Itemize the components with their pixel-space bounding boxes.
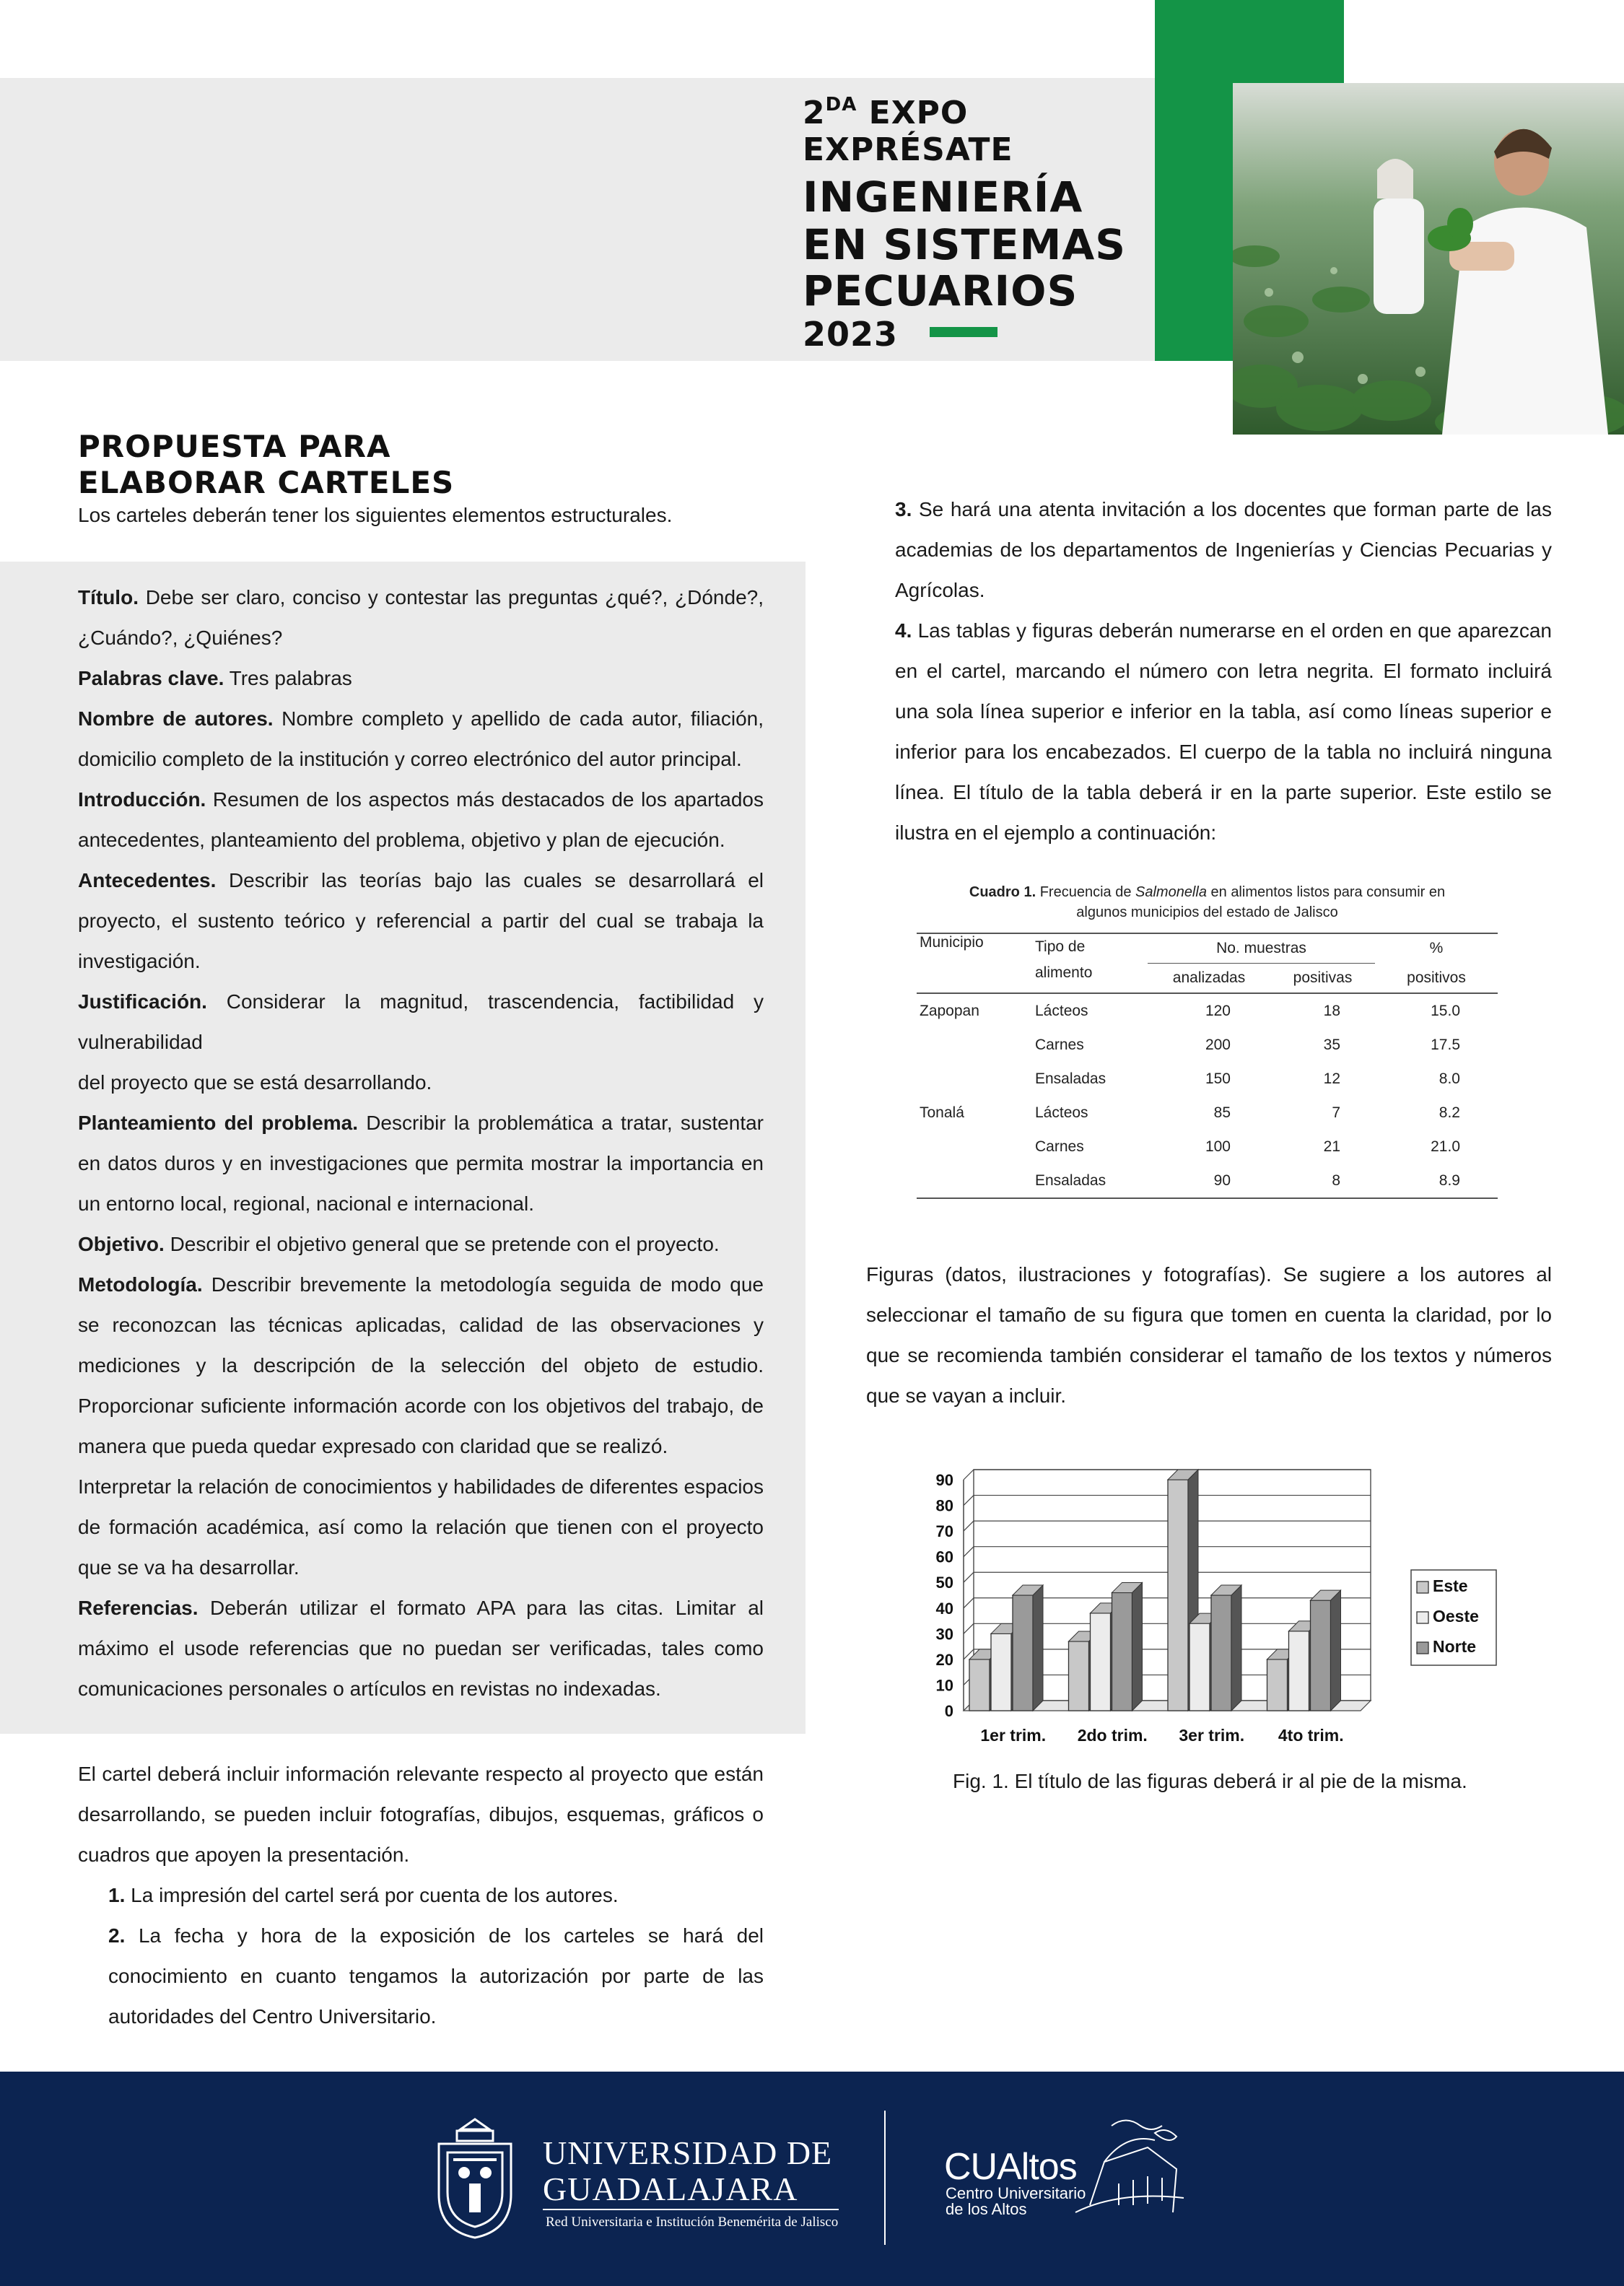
- table-cell-positivas: 8: [1332, 1172, 1340, 1189]
- udg-name-line-1: UNIVERSIDAD DE: [543, 2134, 833, 2171]
- chart-gridline-diagonal: [964, 1521, 974, 1531]
- list-item-3: [895, 489, 1552, 611]
- element-item: [78, 1224, 764, 1265]
- chart-gridline-diagonal: [964, 1470, 974, 1480]
- element-term: Palabras clave.: [78, 667, 224, 689]
- col-header-positivas: positivas: [1293, 969, 1353, 986]
- list-item-2: [78, 1916, 764, 2037]
- element-term: Metodología.: [78, 1273, 203, 1296]
- table-row: [917, 1062, 1498, 1096]
- footer: [0, 2072, 1624, 2286]
- chart-bar-side: [1331, 1590, 1341, 1711]
- bar-chart: [913, 1465, 1501, 1754]
- list-item-4-number: 4.: [895, 619, 912, 642]
- chart-y-tick-label: 10: [935, 1676, 953, 1695]
- table-cell-tipo: Carnes: [1035, 1138, 1084, 1155]
- table-cell-positivas: 12: [1323, 1070, 1340, 1087]
- table-cell-analizadas: 120: [1205, 1002, 1231, 1019]
- chart-gridline-diagonal: [964, 1598, 974, 1608]
- table-cell-positivas: 18: [1323, 1002, 1340, 1019]
- chart-y-tick-label: 90: [935, 1471, 953, 1489]
- header-photo-greenhouse-scientists: [1233, 83, 1624, 435]
- list-item-4: [895, 611, 1552, 853]
- element-item: [78, 1265, 764, 1467]
- chart-bar: [1112, 1592, 1132, 1711]
- chart-legend-swatch: [1417, 1642, 1428, 1654]
- footer-divider: [884, 2111, 886, 2245]
- table-caption: Cuadro 1. Frecuencia de Salmonella en alimentos listos para consumir en algunos municipios del estado de Jalisco: [969, 884, 1446, 920]
- table-cell-positivas: 21: [1323, 1138, 1340, 1155]
- element-item: [78, 1467, 764, 1588]
- table-row: [917, 1096, 1498, 1130]
- list-item-1: [78, 1875, 764, 1916]
- table-cell-tipo: Lácteos: [1035, 1104, 1088, 1121]
- chart-bar: [1189, 1623, 1210, 1711]
- chart-bar: [1211, 1595, 1231, 1711]
- table-cell-pct: 8.2: [1439, 1104, 1460, 1121]
- header-year: 2023: [803, 315, 899, 354]
- col-header-muestras: No. muestras: [1148, 933, 1375, 964]
- chart-legend-swatch: [1417, 1582, 1428, 1593]
- section-title-line-1: PROPUESTA PARA: [78, 429, 391, 464]
- body-intro: El cartel deberá incluir información relevante respecto al proyecto que están desarrollando, se pueden incluir fotografías, dibujos, esquemas, gráficos o cuadros que apoyen la presentación.: [78, 1763, 764, 1866]
- table-cell-pct: 15.0: [1431, 1002, 1460, 1019]
- element-term: Referencias.: [78, 1597, 198, 1619]
- element-item: [78, 1588, 764, 1709]
- list-item-3-number: 3.: [895, 498, 912, 520]
- chart-y-tick-label: 30: [935, 1625, 953, 1644]
- element-term: Antecedentes.: [78, 869, 217, 891]
- element-text: Describir brevemente la metodología seguida de modo que se reconozcan las técnicas aplicadas, calidad de las observaciones y mediciones y la descripción de la selección del objeto de estudio. Proporcionar suficiente información acorde con los objetivos del trabajo, de manera que pueda quedar expresado con claridad que se realizó.: [78, 1273, 764, 1457]
- table-cell-pct: 8.9: [1439, 1172, 1460, 1189]
- table-row: [917, 993, 1498, 1028]
- element-item: [78, 1063, 764, 1103]
- element-text: Describir el objetivo general que se pretende con el proyecto.: [164, 1233, 720, 1255]
- table-cell-municipio: Tonalá: [920, 1104, 964, 1121]
- chart-gridline-diagonal: [964, 1623, 974, 1633]
- table-row: [917, 1028, 1498, 1062]
- intro-text: Los carteles deberán tener los siguientes elementos estructurales.: [78, 504, 673, 526]
- chart-bar: [1168, 1480, 1188, 1711]
- chart-bar: [991, 1633, 1011, 1711]
- element-term: Nombre de autores.: [78, 707, 274, 730]
- chart-legend-swatch: [1417, 1612, 1428, 1623]
- element-text: Describir la problemática a tratar, sustentar en datos duros y en investigaciones que permita mostrar la importancia en un entorno local, regional, nacional e internacional.: [78, 1112, 764, 1215]
- element-text: del proyecto que se está desarrollando.: [78, 1071, 432, 1094]
- udg-seal-logo: [424, 2115, 525, 2243]
- element-text: Debe ser claro, conciso y contestar las preguntas ¿qué?, ¿Dónde?, ¿Cuándo?, ¿Quiénes?: [78, 586, 764, 649]
- table-cell-analizadas: 200: [1205, 1036, 1231, 1053]
- table-cell-tipo: Lácteos: [1035, 1002, 1088, 1019]
- table-cell-municipio: [917, 1164, 1032, 1198]
- element-item: [78, 1103, 764, 1224]
- chart-y-tick-label: 40: [935, 1599, 953, 1618]
- chart-y-tick-label: 80: [935, 1496, 953, 1515]
- chart-gridline-diagonal: [964, 1572, 974, 1582]
- header-title-ingenieria: INGENIERÍA: [803, 173, 1083, 222]
- chart-gridline-diagonal: [964, 1496, 974, 1506]
- chart-bar: [1069, 1641, 1089, 1711]
- chart-y-tick-label: 50: [935, 1574, 953, 1592]
- chart-bar: [1289, 1631, 1309, 1711]
- element-item: [78, 860, 764, 982]
- chart-bar-side: [1231, 1585, 1241, 1711]
- element-item: [78, 658, 764, 699]
- cualtos-building-illustration: [1068, 2111, 1191, 2227]
- chart-bar: [1311, 1600, 1331, 1711]
- element-text: Nombre completo y apellido de cada autor, filiación, domicilio completo de la institución y correo electrónico del autor principal.: [78, 707, 764, 770]
- chart-x-tick-label: 4to trim.: [1278, 1726, 1344, 1745]
- header-title-expresate: EXPRÉSATE: [803, 131, 1013, 168]
- col-header-tipo: Tipo de alimento: [1035, 938, 1093, 981]
- list-item-2-number: 2.: [108, 1924, 126, 1947]
- list-item-2-text: La fecha y hora de la exposición de los carteles se hará del conocimiento en cuanto tengamos la autorización por parte de las autoridades del Centro Universitario.: [108, 1924, 764, 2028]
- table-cell-analizadas: 150: [1205, 1070, 1231, 1087]
- element-item: [78, 699, 764, 780]
- col-header-analizadas: analizadas: [1172, 969, 1246, 986]
- table-cell-analizadas: 100: [1205, 1138, 1231, 1155]
- chart-bar-side: [1033, 1585, 1043, 1711]
- elements-list: [78, 577, 764, 1709]
- header-title-pecuarios: PECUARIOS: [803, 266, 1078, 315]
- cualtos-sub-line-2: de los Altos: [946, 2200, 1027, 2218]
- element-term: Título.: [78, 586, 139, 608]
- chart-x-tick-label: 2do trim.: [1077, 1726, 1148, 1745]
- element-item: [78, 982, 764, 1063]
- element-text: Considerar la magnitud, trascendencia, factibilidad y vulnerabilidad: [78, 990, 764, 1053]
- element-text: Deberán utilizar el formato APA para las citas. Limitar al máximo el usode referencias que no puedan ser verificadas, tales como comunicaciones personales o artículos en revistas no indexadas.: [78, 1597, 764, 1700]
- chart-bar-side: [1132, 1582, 1143, 1711]
- header-title-expo: $2^{DA}$ EXPO: [803, 94, 969, 131]
- chart-gridline-diagonal: [964, 1547, 974, 1557]
- header-title-sistemas: EN SISTEMAS: [803, 220, 1127, 269]
- table-row: [917, 1164, 1498, 1198]
- list-item-1-text: La impresión del cartel será por cuenta de los autores.: [125, 1884, 619, 1906]
- right-column: [895, 489, 1552, 853]
- table-cell-analizadas: 85: [1213, 1104, 1231, 1121]
- body-left: [78, 1754, 764, 2037]
- table-cell-pct: 21.0: [1431, 1138, 1460, 1155]
- chart-legend-label: Oeste: [1433, 1607, 1479, 1626]
- chart-legend-label: Norte: [1433, 1637, 1477, 1656]
- table-cell-pct: 17.5: [1431, 1036, 1460, 1053]
- header-accent-bar: [930, 327, 997, 337]
- table-cell-analizadas: 90: [1213, 1172, 1231, 1189]
- chart-y-tick-label: 60: [935, 1548, 953, 1566]
- udg-rule: [543, 2209, 839, 2210]
- chart-legend-label: Este: [1433, 1576, 1468, 1595]
- table: [917, 933, 1498, 1199]
- figure-caption: Fig. 1. El título de las figuras deberá ir al pie de la misma.: [953, 1770, 1467, 1792]
- element-text: Describir las teorías bajo las cuales se desarrollará el proyecto, el sustento teórico y referencial a partir del cual se trabaja la investigación.: [78, 869, 764, 972]
- table-cell-tipo: Ensaladas: [1035, 1172, 1106, 1189]
- col-header-municipio: Municipio: [920, 934, 984, 951]
- chart-bar: [969, 1659, 990, 1711]
- table-cell-pct: 8.0: [1439, 1070, 1460, 1087]
- table-cell-positivas: 7: [1332, 1104, 1340, 1121]
- table-cell-tipo: Carnes: [1035, 1036, 1084, 1053]
- figures-text: Figuras (datos, ilustraciones y fotografías). Se sugiere a los autores al seleccionar el tamaño de su figura que tomen en cuenta la claridad, por lo que se recomienda también considerar el tamaño de los textos y números que se vayan a incluir.: [866, 1263, 1552, 1407]
- element-term: Objetivo.: [78, 1233, 165, 1255]
- list-item-3-text: Se hará una atenta invitación a los docentes que forman parte de las academias de los departamentos de Ingenierías y Ciencias Pecuarias y Agrícolas.: [895, 498, 1552, 601]
- element-term: Justificación.: [78, 990, 207, 1013]
- chart-y-tick-label: 20: [935, 1650, 953, 1669]
- example-table: [917, 882, 1498, 1199]
- table-cell-municipio: [917, 1062, 1032, 1096]
- chart-y-tick-label: 70: [935, 1522, 953, 1541]
- chart-x-tick-label: 1er trim.: [980, 1726, 1047, 1745]
- table-cell-municipio: [917, 1130, 1032, 1164]
- cualtos-sub-line-1: Centro Universitario: [946, 2184, 1086, 2202]
- element-item: [78, 577, 764, 658]
- table-cell-tipo: Ensaladas: [1035, 1070, 1106, 1087]
- chart-x-tick-label: 3er trim.: [1179, 1726, 1245, 1745]
- table-cell-positivas: 35: [1323, 1036, 1340, 1053]
- element-text: Tres palabras: [224, 667, 352, 689]
- table-row: [917, 1130, 1498, 1164]
- element-term: Introducción.: [78, 788, 206, 811]
- element-text: Interpretar la relación de conocimientos y habilidades de diferentes espacios de formación académica, así como la relación que tienen con el proyecto que se va ha desarrollar.: [78, 1475, 764, 1579]
- element-term: Planteamiento del problema.: [78, 1112, 359, 1134]
- chart-y-tick-label: 0: [944, 1702, 953, 1720]
- col-header-pct: %: [1429, 940, 1444, 957]
- cualtos-name: CUAltos: [944, 2146, 1077, 2188]
- element-item: [78, 780, 764, 860]
- table-cell-municipio: [917, 1028, 1032, 1062]
- list-item-1-number: 1.: [108, 1884, 126, 1906]
- chart-bar: [1013, 1595, 1033, 1711]
- col-header-positivos: positivos: [1407, 969, 1466, 986]
- element-text: Resumen de los aspectos más destacados de los apartados antecedentes, planteamiento del problema, objetivo y plan de ejecución.: [78, 788, 764, 851]
- table-cell-municipio: Zapopan: [920, 1002, 979, 1019]
- list-item-4-text: Las tablas y figuras deberán numerarse en el orden en que aparezcan en el cartel, marcando el número con letra negrita. El formato incluirá una sola línea superior e inferior en la tabla, así como líneas superior e inferior para los encabezados. El cuerpo de la tabla no incluirá ninguna línea. El título de la tabla deberá ir en la parte superior. Este estilo se ilustra en el ejemplo a continuación:: [895, 619, 1552, 844]
- chart-bar: [1091, 1613, 1111, 1711]
- section-title-line-2: ELABORAR CARTELES: [78, 465, 455, 500]
- udg-name-line-2: GUADALAJARA: [543, 2171, 798, 2207]
- udg-tagline: Red Universitaria e Institución Benemérita de Jalisco: [546, 2215, 839, 2230]
- chart-bar: [1267, 1659, 1288, 1711]
